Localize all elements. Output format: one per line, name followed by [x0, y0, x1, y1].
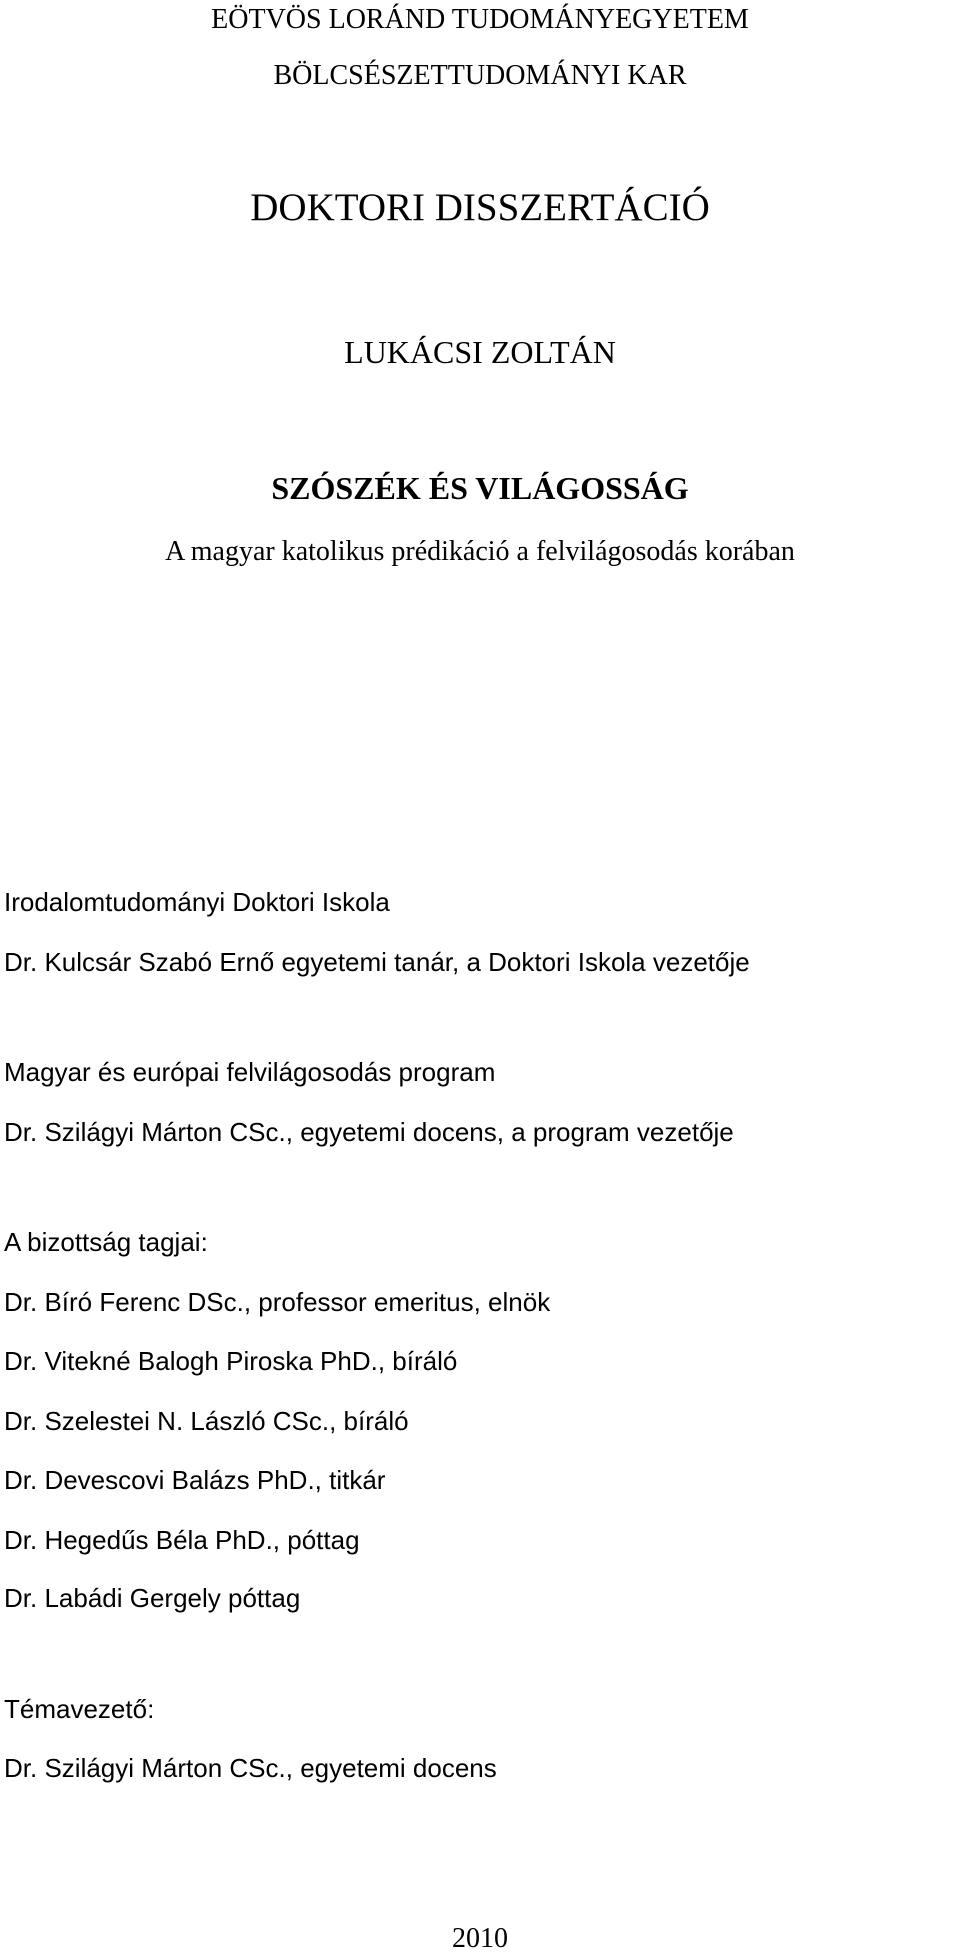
document-type: DOKTORI DISSZERTÁCIÓ	[250, 186, 710, 229]
committee-member: Dr. Bíró Ferenc DSc., professor emeritus, elnök	[4, 1287, 551, 1317]
committee-member: Dr. Vitekné Balogh Piroska PhD., bíráló	[4, 1346, 458, 1376]
publication-year: 2010	[452, 1923, 508, 1954]
supervisor-label: Témavezető:	[4, 1694, 155, 1724]
committee-label: A bizottság tagjai:	[4, 1227, 208, 1257]
doctoral-school-head: Dr. Kulcsár Szabó Ernő egyetemi tanár, a Doktori Iskola vezetője	[4, 947, 750, 977]
committee-member: Dr. Hegedűs Béla PhD., póttag	[4, 1525, 360, 1555]
author-name: LUKÁCSI ZOLTÁN	[344, 334, 616, 370]
faculty-name: BÖLCSÉSZETTUDOMÁNYI KAR	[273, 60, 687, 91]
committee-member: Dr. Labádi Gergely póttag	[4, 1583, 301, 1613]
committee-member: Dr. Devescovi Balázs PhD., titkár	[4, 1465, 386, 1495]
program-name: Magyar és európai felvilágosodás program	[4, 1057, 496, 1087]
university-name: EÖTVÖS LORÁND TUDOMÁNYEGYETEM	[211, 4, 749, 35]
program-head: Dr. Szilágyi Márton CSc., egyetemi docens, a program vezetője	[4, 1117, 734, 1147]
dissertation-title: SZÓSZÉK ÉS VILÁGOSSÁG	[271, 470, 689, 506]
supervisor-name: Dr. Szilágyi Márton CSc., egyetemi docens	[4, 1753, 497, 1783]
committee-member: Dr. Szelestei N. László CSc., bíráló	[4, 1406, 409, 1436]
dissertation-subtitle: A magyar katolikus prédikáció a felvilágosodás korában	[165, 536, 795, 567]
doctoral-school-name: Irodalomtudományi Doktori Iskola	[4, 887, 390, 917]
